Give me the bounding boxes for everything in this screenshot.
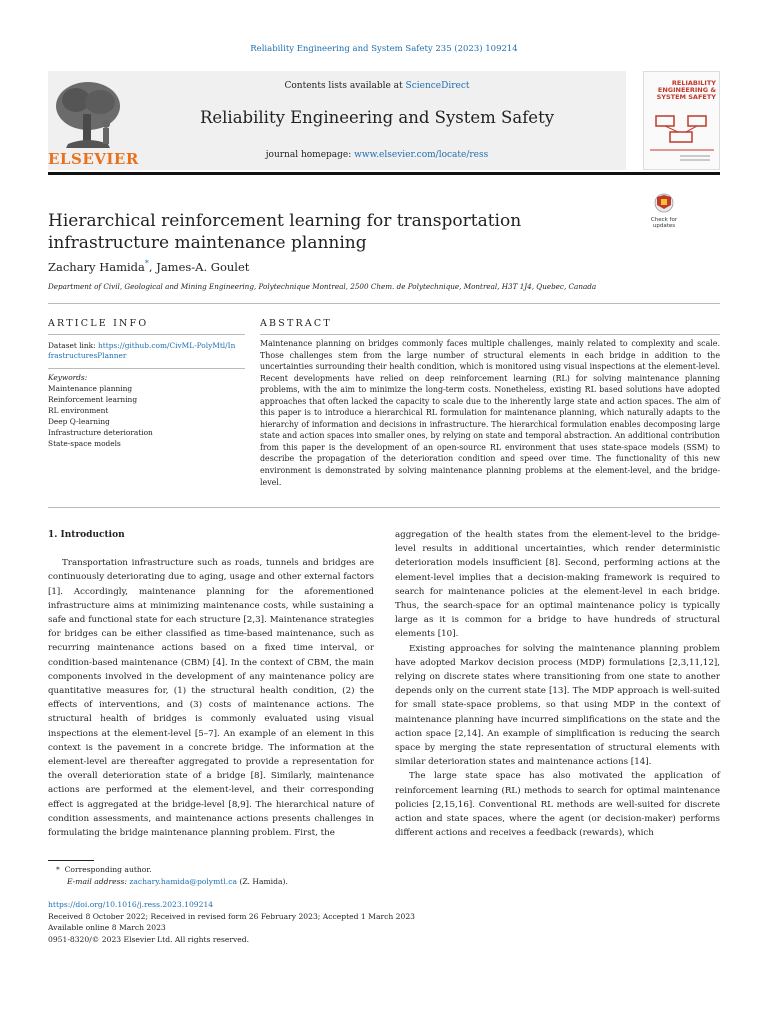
cover-diagram-icon xyxy=(650,112,714,164)
footnote xyxy=(48,864,448,888)
title-divider xyxy=(48,303,720,304)
email-line xyxy=(48,876,448,888)
dataset-label: Dataset link: xyxy=(48,341,98,350)
received-dates: Received 8 October 2022; Received in revised form 26 February 2023; Accepted 1 March 2023 xyxy=(48,911,415,921)
issn-copyright: 0951-8320/© 2023 Elsevier Ltd. All rights reserved. xyxy=(48,934,250,944)
cover-title: RELIABILITY ENGINEERING & SYSTEM SAFETY xyxy=(656,79,716,101)
article-info-heading: ARTICLE INFO xyxy=(48,318,149,329)
footnote-divider xyxy=(48,860,94,861)
email-link[interactable]: zachary.hamida@polymtl.ca xyxy=(129,877,237,886)
author-1[interactable]: Zachary Hamida xyxy=(48,259,145,274)
badge-text-1: Check for xyxy=(650,217,678,223)
sciencedirect-link[interactable]: ScienceDirect xyxy=(405,81,470,91)
paragraph: The large state space has also motivated the application of reinforcement learning (RL) methods to search for optimal maintenance policies [2,15,16]. Conventional RL methods are well-suited for discrete action and state spaces, where the agent (or decision-maker) performs different actions and receives a feedback (rewards), which xyxy=(395,771,720,839)
keywords-label: Keywords: xyxy=(48,373,88,382)
abstract-bottom-divider xyxy=(48,507,720,508)
email-suffix: (Z. Hamida). xyxy=(236,877,288,886)
dataset-link[interactable]: https://github.com/CivML-PolyMtl/InfrastructuresPlanner xyxy=(48,341,236,360)
homepage-line xyxy=(128,150,626,160)
paragraph: Transportation infrastructure such as roads, tunnels and bridges are continuously deteriorating due to aging, usage and other external factors [1]. Accordingly, maintenance planning for the aforementioned infrastructure aims at minimizing maintenance costs, while sustaining a safe and functional state for each structure [2,3]. Maintenance strategies for bridges can be either classified as time-based maintenance, such as recurring maintenance actions based on a fixed time interval, or condition-based maintenance (CBM) [4]. In the context of CBM, the main components involved in the development of any maintenance policy are quantitative measures for, (1) the structural health condition, (2) the effects of interventions, and (3) costs of maintenance actions. The structural health of bridges is commonly evaluated using visual inspections at the element-level [5–7]. An example of an element in this context is the pavement in a concrete bridge. The information at the element-level are thereafter aggregated to provide a representation for the overall deterioration state of a bridge [8]. Similarly, maintenance actions are performed at the element-level, and their corresponding effect is aggregated at the bridge-level [8,9]. The hierarchical nature of condition assessments, and maintenance actions presents challenges in formulating the bridge maintenance planning problem. First, the xyxy=(48,558,374,839)
abstract-divider xyxy=(260,334,720,335)
paragraph: aggregation of the health states from the element-level to the bridge-level results in additional uncertainties, which render deterministic deterioration models insufficient [8]. Second, performing actions at the element-level implies that a decision-making framework is required to search for maintenance policies at the element-level in each bridge. Thus, the search-space for an optimal maintenance policy is typically large as it is common for a bridge to have hundreds of structural elements [10]. xyxy=(395,530,720,640)
contents-prefix: Contents lists available at xyxy=(284,81,406,91)
homepage-link[interactable]: www.elsevier.com/locate/ress xyxy=(354,150,489,160)
keywords-block xyxy=(48,372,245,449)
homepage-prefix: journal homepage: xyxy=(265,150,355,160)
contents-line xyxy=(128,81,626,91)
badge-text-2: updates xyxy=(652,223,676,229)
author-2[interactable]: James-A. Goulet xyxy=(156,259,250,274)
section-heading-introduction: 1. Introduction xyxy=(48,530,125,540)
abstract-heading: ABSTRACT xyxy=(260,318,332,329)
keyword-item: Infrastructure deterioration xyxy=(48,428,153,437)
journal-reference[interactable]: Reliability Engineering and System Safety 235 (2023) 109214 xyxy=(250,44,518,54)
keywords-divider xyxy=(48,368,245,369)
publication-info xyxy=(48,899,648,945)
article-info-divider xyxy=(48,334,245,335)
corresponding-author-mark[interactable]: * xyxy=(144,259,149,268)
paragraph: Existing approaches for solving the maintenance planning problem have adopted Markov decision process (MDP) formulations [2,3,11,12], relying on discrete states where transitioning from one state to another depends only on the current state [13]. The MDP approach is well-suited for small state-space problems, so that using MDP in the context of maintenance planning have incurred simplifications on the state and the action space [2,14]. An example of simplification is reducing the search space by merging the state representation of structural elements with similar deterioration states and maintenance actions [14]. xyxy=(395,643,720,768)
keyword-item: Maintenance planning xyxy=(48,384,133,393)
check-updates-icon xyxy=(643,193,685,213)
body-column-left xyxy=(48,528,374,840)
keyword-item: State-space models xyxy=(48,439,121,448)
keyword-item: Reinforcement learning xyxy=(48,395,138,404)
dataset-link-block xyxy=(48,341,238,361)
check-for-updates-badge[interactable] xyxy=(643,193,685,231)
footnote-mark: * xyxy=(56,865,60,874)
email-label: E-mail address: xyxy=(67,877,130,886)
online-date: Available online 8 March 2023 xyxy=(48,923,166,932)
corresponding-author-note xyxy=(48,864,448,876)
journal-name: Reliability Engineering and System Safety xyxy=(199,108,555,127)
header-divider xyxy=(48,172,720,175)
article-title: Hierarchical reinforcement learning for transportation infrastructure maintenance planning xyxy=(48,211,522,253)
doi-link[interactable]: https://doi.org/10.1016/j.ress.2023.109214 xyxy=(48,900,214,909)
keyword-item: RL environment xyxy=(48,406,109,415)
abstract-text: Maintenance planning on bridges commonly faces multiple challenges, mainly related to complexity and scale. Those challenges stem from the large number of structural elements in each bridge in addition to the uncertainties surrounding their health condition, which is monitored using visual inspections at the element-level. Recent developments have relied on deep reinforcement learning (RL) for solving maintenance planning problems, with the aim to minimize the long-term costs. Nonetheless, existing RL based solutions have adopted approaches that often lacked the capacity to scale due to the inherently large state and action spaces. The aim of this paper is to introduce a hierarchical RL formulation for maintenance planning, which naturally adapts to the hierarchy of information and decisions in infrastructure. The hierarchical formulation enables decomposing large state and action spaces into smaller ones, by relying on state and temporal abstraction. An additional contribution from this paper is the development of an open-source RL environment that uses state-space models (SSM) to describe the propagation of the deterioration condition and speed over time. The functionality of this new environment is demonstrated by solving maintenance planning problems at the element-level, and the bridge-level. xyxy=(260,339,720,487)
keyword-item: Deep Q-learning xyxy=(48,417,110,426)
author-separator: , xyxy=(148,259,157,274)
body-column-right xyxy=(395,528,720,840)
corresponding-label: Corresponding author. xyxy=(64,865,152,874)
author-list xyxy=(48,259,249,274)
affiliation: Department of Civil, Geological and Mining Engineering, Polytechnique Montreal, 2500 Chem. de Polytechnique, Montreal, H3T 1J4, Quebec, Canada xyxy=(48,282,597,291)
publisher-wordmark: ELSEVIER xyxy=(48,150,139,168)
